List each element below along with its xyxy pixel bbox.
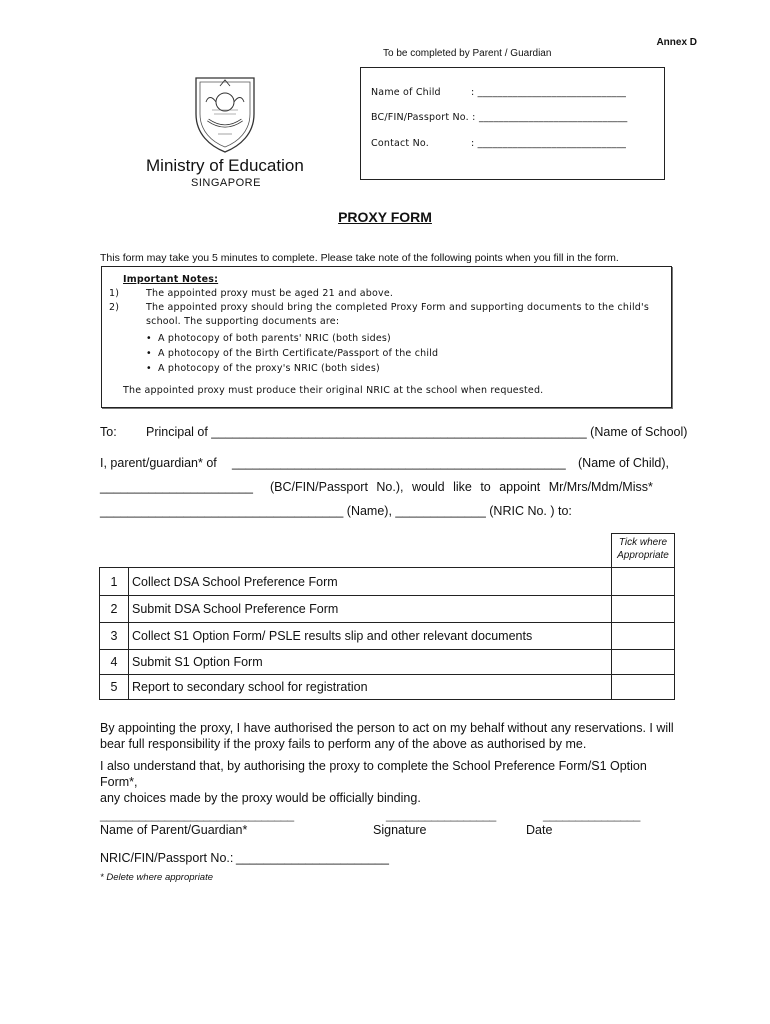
- row-number: 3: [100, 623, 129, 650]
- table-row: [100, 596, 675, 623]
- declaration-binding: I also understand that, by authorising the proxy to complete the School Preference Form/S1 Option Form*, any choices made by the proxy would be officially binding.: [100, 759, 647, 805]
- parent-name-label: Name of Parent/Guardian*: [100, 823, 248, 837]
- ministry-name: Ministry of Education: [146, 156, 304, 175]
- row-number: 5: [100, 675, 129, 700]
- row-number: 4: [100, 650, 129, 675]
- name-of-child-label: (Name of Child),: [578, 456, 669, 470]
- bullet-icon: •: [146, 348, 152, 359]
- contact-label: Contact No.: [371, 138, 429, 149]
- table-row: [100, 650, 675, 675]
- child-id-label: BC/FIN/Passport No. :: [371, 112, 476, 123]
- tick-box[interactable]: [612, 623, 675, 650]
- completed-by-note: To be completed by Parent / Guardian: [383, 48, 552, 59]
- parent-name-field[interactable]: ______________________________: [100, 808, 294, 822]
- task-label: Submit S1 Option Form: [129, 650, 612, 675]
- row-number: 2: [100, 596, 129, 623]
- signature-label: Signature: [373, 823, 427, 837]
- principal-of-school-field[interactable]: Principal of ______________________________________________________ (Name of School): [146, 425, 688, 439]
- moe-crest-icon: [190, 72, 260, 154]
- date-field[interactable]: _______________: [543, 808, 640, 822]
- task-label: Collect S1 Option Form/ PSLE results slip and other relevant documents: [129, 623, 612, 650]
- tick-box[interactable]: [612, 650, 675, 675]
- table-row: [100, 568, 675, 596]
- task-label: Collect DSA School Preference Form: [129, 568, 612, 596]
- notes-footer: The appointed proxy must produce their original NRIC at the school when requested.: [123, 385, 544, 396]
- nric-label: NRIC/FIN/Passport No.:: [100, 851, 234, 865]
- nric-field[interactable]: ______________________: [236, 851, 389, 865]
- signature-field[interactable]: _________________: [386, 808, 496, 822]
- notes-heading: Important Notes:: [123, 274, 219, 285]
- bullet-icon: •: [146, 333, 152, 344]
- child-name-field[interactable]: : ______________________________: [471, 87, 627, 98]
- table-row: [100, 675, 675, 700]
- proxy-tasks-table: [99, 533, 675, 700]
- important-notes-box: [101, 266, 672, 408]
- child-name-blank[interactable]: ________________________________________________: [232, 456, 566, 470]
- to-label: To:: [100, 425, 117, 439]
- tick-box[interactable]: [612, 675, 675, 700]
- tick-box[interactable]: [612, 568, 675, 596]
- child-details-box: [360, 67, 665, 180]
- declaration-authorisation: By appointing the proxy, I have authorised the person to act on my behalf without any reservations. I will bear full responsibility if the proxy fails to perform any of the above as authorised by me.: [100, 721, 674, 751]
- annex-label: Annex D: [656, 37, 697, 48]
- doc-item-1: A photocopy of both parents' NRIC (both sides): [158, 333, 391, 344]
- parent-guardian-label: I, parent/guardian* of: [100, 456, 217, 470]
- note-2-line-1: The appointed proxy should bring the completed Proxy Form and supporting documents to the child's: [146, 302, 649, 313]
- row-number: 1: [100, 568, 129, 596]
- task-label: Report to secondary school for registration: [129, 675, 612, 700]
- doc-item-2: A photocopy of the Birth Certificate/Passport of the child: [158, 348, 439, 359]
- note-1: The appointed proxy must be aged 21 and above.: [146, 288, 394, 299]
- date-label: Date: [526, 823, 553, 837]
- bullet-icon: •: [146, 363, 152, 374]
- footnote: * Delete where appropriate: [100, 872, 214, 883]
- intro-text: This form may take you 5 minutes to complete. Please take note of the following points when you fill in the form.: [100, 252, 619, 264]
- child-id-blank[interactable]: ______________________: [100, 480, 253, 494]
- appoint-text: (BC/FIN/Passport No.), would like to appoint Mr/Mrs/Mdm/Miss*: [270, 480, 653, 494]
- form-title: PROXY FORM: [338, 209, 432, 225]
- child-id-field[interactable]: ______________________________: [479, 112, 628, 123]
- contact-field[interactable]: : ______________________________: [471, 138, 627, 149]
- table-row: [100, 623, 675, 650]
- task-label: Submit DSA School Preference Form: [129, 596, 612, 623]
- country-name: SINGAPORE: [191, 177, 261, 189]
- child-name-label: Name of Child: [371, 87, 441, 98]
- doc-item-3: A photocopy of the proxy's NRIC (both sides): [158, 363, 380, 374]
- note-1-number: 1): [109, 288, 120, 299]
- proxy-name-nric-line[interactable]: ___________________________________ (Name), _____________ (NRIC No. ) to:: [100, 504, 572, 518]
- note-2-line-2: school. The supporting documents are:: [146, 316, 340, 327]
- tick-column-header: Tick where Appropriate: [612, 534, 675, 568]
- note-2-number: 2): [109, 302, 120, 313]
- table-header-row: [100, 534, 675, 568]
- tick-box[interactable]: [612, 596, 675, 623]
